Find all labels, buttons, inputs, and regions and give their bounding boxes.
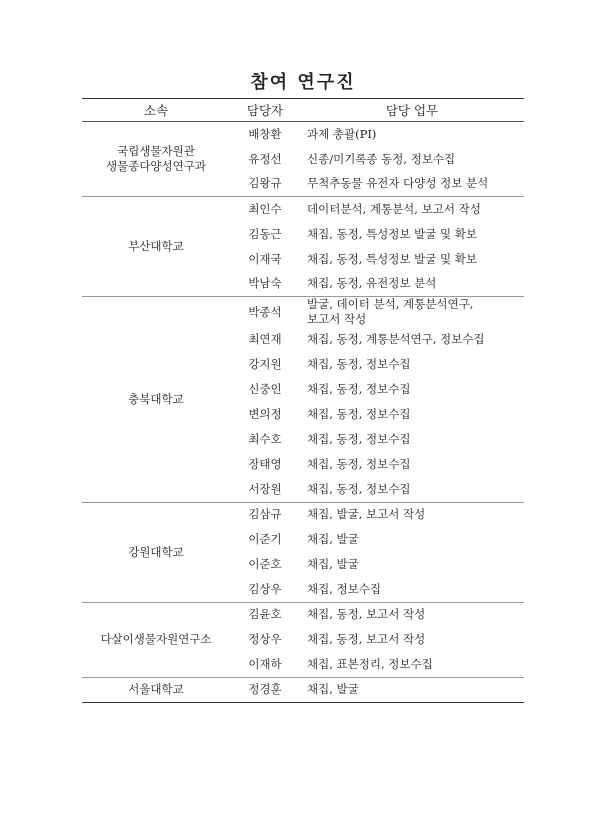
member-name: 정경훈 — [230, 677, 300, 702]
member-duty: 채집, 발굴 — [307, 532, 359, 546]
member-duty: 채집, 동정, 정보수집 — [307, 432, 411, 446]
org-cell — [82, 602, 230, 677]
header-org: 소속 — [82, 99, 230, 122]
member-duty: 채집, 동정, 유전정보 분석 — [307, 276, 437, 291]
org-line: 부산대학교 — [128, 239, 184, 253]
member-name: 정상우 — [248, 632, 282, 646]
member-name: 이준호 — [248, 557, 282, 571]
member-duty: 채집, 동정, 특성정보 발굴 및 확보 — [307, 251, 478, 266]
org-cell — [82, 122, 230, 197]
member-name: 서장원 — [248, 481, 282, 496]
member-duty: 채집, 동정, 정보수집 — [307, 407, 411, 421]
table-row — [82, 502, 524, 527]
member-duty: 채집, 발굴 — [300, 677, 524, 702]
table-row — [82, 297, 524, 328]
member-name: 배창환 — [230, 122, 300, 147]
duty-line: 발굴, 데이터 분석, 계통분석연구, — [307, 297, 474, 311]
member-duty: 과제 총괄(PI) — [300, 122, 524, 147]
table-row — [82, 197, 524, 222]
member-duty: 채집, 동정, 정보수집 — [307, 382, 411, 396]
member-name: 강지원 — [248, 357, 282, 371]
header-duty: 담당 업무 — [300, 99, 524, 122]
member-name: 장태영 — [248, 457, 282, 471]
member-duty: 채집, 동정, 계통분석연구, 정보수집 — [307, 332, 485, 346]
member-name: 이재하 — [248, 656, 282, 671]
member-name: 김윤호 — [230, 602, 300, 627]
member-name: 이재국 — [248, 251, 282, 266]
org-cell — [82, 297, 230, 503]
table-row — [82, 677, 524, 702]
org-cell — [82, 677, 230, 702]
member-name: 이준기 — [248, 532, 282, 546]
member-name: 박남숙 — [248, 276, 282, 291]
org-cell — [82, 502, 230, 602]
page-title: 참여 연구진 — [250, 72, 356, 93]
member-name: 변의정 — [248, 407, 282, 421]
member-duty: 채집, 정보수집 — [307, 581, 381, 596]
org-line: 생물종다양성연구과 — [106, 159, 206, 173]
org-line: 강원대학교 — [128, 544, 184, 559]
member-duty: 신종/미기록종 동정, 정보수집 — [307, 151, 456, 166]
table-header-row — [82, 99, 524, 122]
member-name: 김상우 — [248, 581, 282, 596]
researcher-table — [82, 98, 524, 703]
member-duty: 무척추동물 유전자 다양성 정보 분석 — [307, 176, 489, 191]
org-line: 서울대학교 — [128, 682, 184, 696]
member-duty: 채집, 표본정리, 정보수집 — [307, 656, 433, 671]
table-row — [82, 602, 524, 627]
member-name: 김왕규 — [248, 176, 282, 191]
member-name: 유정선 — [248, 151, 282, 166]
table-row — [82, 122, 524, 147]
member-duty: 채집, 발굴 — [307, 557, 359, 571]
member-name: 최수호 — [248, 432, 282, 446]
duty-line: 보고서 작성 — [307, 312, 367, 326]
table-body — [82, 122, 524, 703]
member-name: 김삼규 — [230, 502, 300, 527]
member-name: 김동근 — [248, 226, 282, 241]
member-duty: 채집, 동정, 정보수집 — [307, 481, 411, 496]
header-name: 담당자 — [230, 99, 300, 122]
member-name: 최인수 — [230, 197, 300, 222]
org-line: 충북대학교 — [128, 391, 184, 406]
org-cell — [82, 197, 230, 297]
member-duty: 채집, 발굴, 보고서 작성 — [300, 502, 524, 527]
member-duty: 채집, 동정, 정보수집 — [307, 357, 411, 371]
org-line: 국립생물자원관 — [117, 144, 195, 158]
member-duty: 채집, 동정, 보고서 작성 — [300, 602, 524, 627]
member-duty: 채집, 동정, 보고서 작성 — [307, 632, 426, 646]
org-line: 다살이생물자원연구소 — [100, 632, 212, 646]
member-name: 박종석 — [230, 297, 300, 328]
member-duty: 채집, 동정, 정보수집 — [307, 457, 411, 471]
member-duty: 데이터분석, 계통분석, 보고서 작성 — [300, 197, 524, 222]
member-duty — [300, 297, 524, 328]
member-name: 신중인 — [248, 382, 282, 396]
member-duty: 채집, 동정, 특성정보 발굴 및 확보 — [307, 226, 478, 241]
member-name: 최연재 — [248, 332, 282, 346]
